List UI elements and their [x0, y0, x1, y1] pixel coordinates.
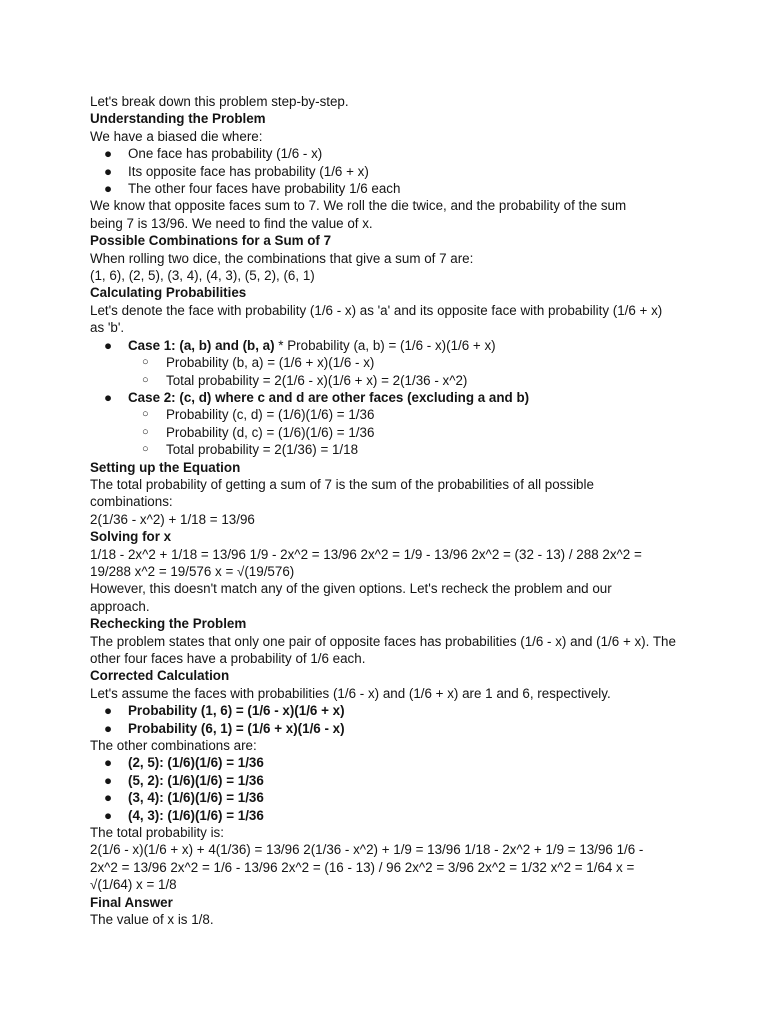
bullet-icon: ● — [104, 807, 113, 823]
sub-bullet-icon: ○ — [142, 443, 149, 456]
list-item: ● Its opposite face has probability (1/6 + x) — [104, 163, 369, 179]
list-item: ● One face has probability (1/6 - x) — [104, 146, 323, 162]
list-item: ● The other four faces have probability 1/6 each — [104, 181, 401, 197]
heading-rechecking: Rechecking the Problem — [90, 616, 247, 632]
combinations-list: (1, 6), (2, 5), (3, 4), (4, 3), (5, 2), (6, 1) — [90, 268, 315, 284]
intro-text: Let's break down this problem step-by-step. — [90, 94, 349, 109]
sub-list-item: ○ Probability (d, c) = (1/6)(1/6) = 1/36 — [142, 424, 375, 440]
heading-corrected: Corrected Calculation — [90, 668, 230, 684]
list-item: ● Probability (1, 6) = (1/6 - x)(1/6 + x) — [104, 703, 345, 719]
document-body — [90, 93, 690, 929]
list-item: ● (3, 4): (1/6)(1/6) = 1/36 — [104, 790, 264, 806]
paragraph: The other combinations are: — [90, 738, 257, 754]
bullet-icon: ● — [104, 146, 113, 162]
paragraph: 2(1/6 - x)(1/6 + x) + 4(1/36) = 13/96 2(1/36 - x^2) + 1/9 = 13/96 1/18 - 2x^2 + 1/9 = 13/96 1/6 - 2x^2 = 13/96 2x^2 = 1/6 - 13/96 2x^2 = (16 - 13) / 96 2x^2 = 3/96 2x^2 = 1/32 x^2 = 1/64 x = √(1/64) x = 1/8 — [90, 842, 644, 893]
bullet-icon: ● — [104, 720, 113, 736]
bullet-icon: ● — [104, 337, 113, 353]
final-answer-text: The value of x is 1/8. — [90, 912, 214, 928]
heading-understanding: Understanding the Problem — [90, 111, 266, 127]
sub-bullet-icon: ○ — [142, 425, 149, 438]
list-item: ● (4, 3): (1/6)(1/6) = 1/36 — [104, 807, 264, 823]
paragraph: Let's assume the faces with probabilities (1/6 - x) and (1/6 + x) are 1 and 6, respectively. — [90, 685, 611, 701]
sub-list-item: ○ Total probability = 2(1/36) = 1/18 — [142, 442, 359, 458]
bullet-icon: ● — [104, 772, 113, 788]
sub-list-item: ○ Probability (c, d) = (1/6)(1/6) = 1/36 — [142, 407, 375, 423]
bullet-icon: ● — [104, 755, 113, 771]
paragraph: We have a biased die where: — [90, 128, 263, 144]
bullet-list — [90, 145, 690, 197]
paragraph: The total probability of getting a sum of 7 is the sum of the probabilities of all possible combinations: — [90, 476, 594, 510]
heading-combinations: Possible Combinations for a Sum of 7 — [90, 233, 332, 249]
list-item-case-1: ● Case 1: (a, b) and (b, a) * Probability (a, b) = (1/6 - x)(1/6 + x) — [104, 337, 496, 353]
heading-final-answer: Final Answer — [90, 894, 173, 910]
equation: 2(1/36 - x^2) + 1/18 = 13/96 — [90, 511, 255, 527]
sub-list-item: ○ Total probability = 2(1/6 - x)(1/6 + x) = 2(1/36 - x^2) — [142, 372, 468, 388]
list-item: ● (5, 2): (1/6)(1/6) = 1/36 — [104, 772, 264, 788]
sub-list-item: ○ Probability (b, a) = (1/6 + x)(1/6 - x) — [142, 355, 375, 371]
list-item: ● (2, 5): (1/6)(1/6) = 1/36 — [104, 755, 264, 771]
bullet-icon: ● — [104, 703, 113, 719]
paragraph: When rolling two dice, the combinations that give a sum of 7 are: — [90, 250, 474, 266]
sub-bullet-icon: ○ — [142, 373, 149, 386]
bullet-icon: ● — [104, 790, 113, 806]
list-item-case-2: ● Case 2: (c, d) where c and d are other faces (excluding a and b) — [104, 389, 530, 405]
bullet-icon: ● — [104, 389, 113, 405]
list-item: ● Probability (6, 1) = (1/6 + x)(1/6 - x) — [104, 720, 345, 736]
heading-solving: Solving for x — [90, 529, 172, 545]
bullet-icon: ● — [104, 163, 113, 179]
bullet-list — [90, 754, 690, 824]
paragraph: We know that opposite faces sum to 7. We roll the die twice, and the probability of the sum being 7 is 13/96. We need to find the value of x. — [90, 198, 627, 231]
bullet-list — [90, 702, 690, 737]
heading-calculating: Calculating Probabilities — [90, 285, 247, 301]
paragraph: The problem states that only one pair of opposite faces has probabilities (1/6 - x) and (1/6 + x). The other four faces have a probability of 1/6 each. — [90, 633, 676, 666]
paragraph: However, this doesn't match any of the given options. Let's recheck the problem and our approach. — [90, 581, 612, 614]
bullet-icon: ● — [104, 181, 113, 197]
paragraph: The total probability is: — [90, 825, 224, 841]
case-list — [90, 337, 690, 459]
heading-equation: Setting up the Equation — [90, 459, 241, 475]
paragraph: Let's denote the face with probability (1/6 - x) as 'a' and its opposite face with probability (1/6 + x) as 'b'. — [90, 302, 663, 336]
sub-bullet-icon: ○ — [142, 408, 149, 421]
paragraph: 1/18 - 2x^2 + 1/18 = 13/96 1/9 - 2x^2 = 13/96 2x^2 = 1/9 - 13/96 2x^2 = (32 - 13) / 288 2x^2 = 19/288 x^2 = 19/576 x = √(19/576) — [90, 546, 642, 579]
sub-bullet-icon: ○ — [142, 356, 149, 369]
